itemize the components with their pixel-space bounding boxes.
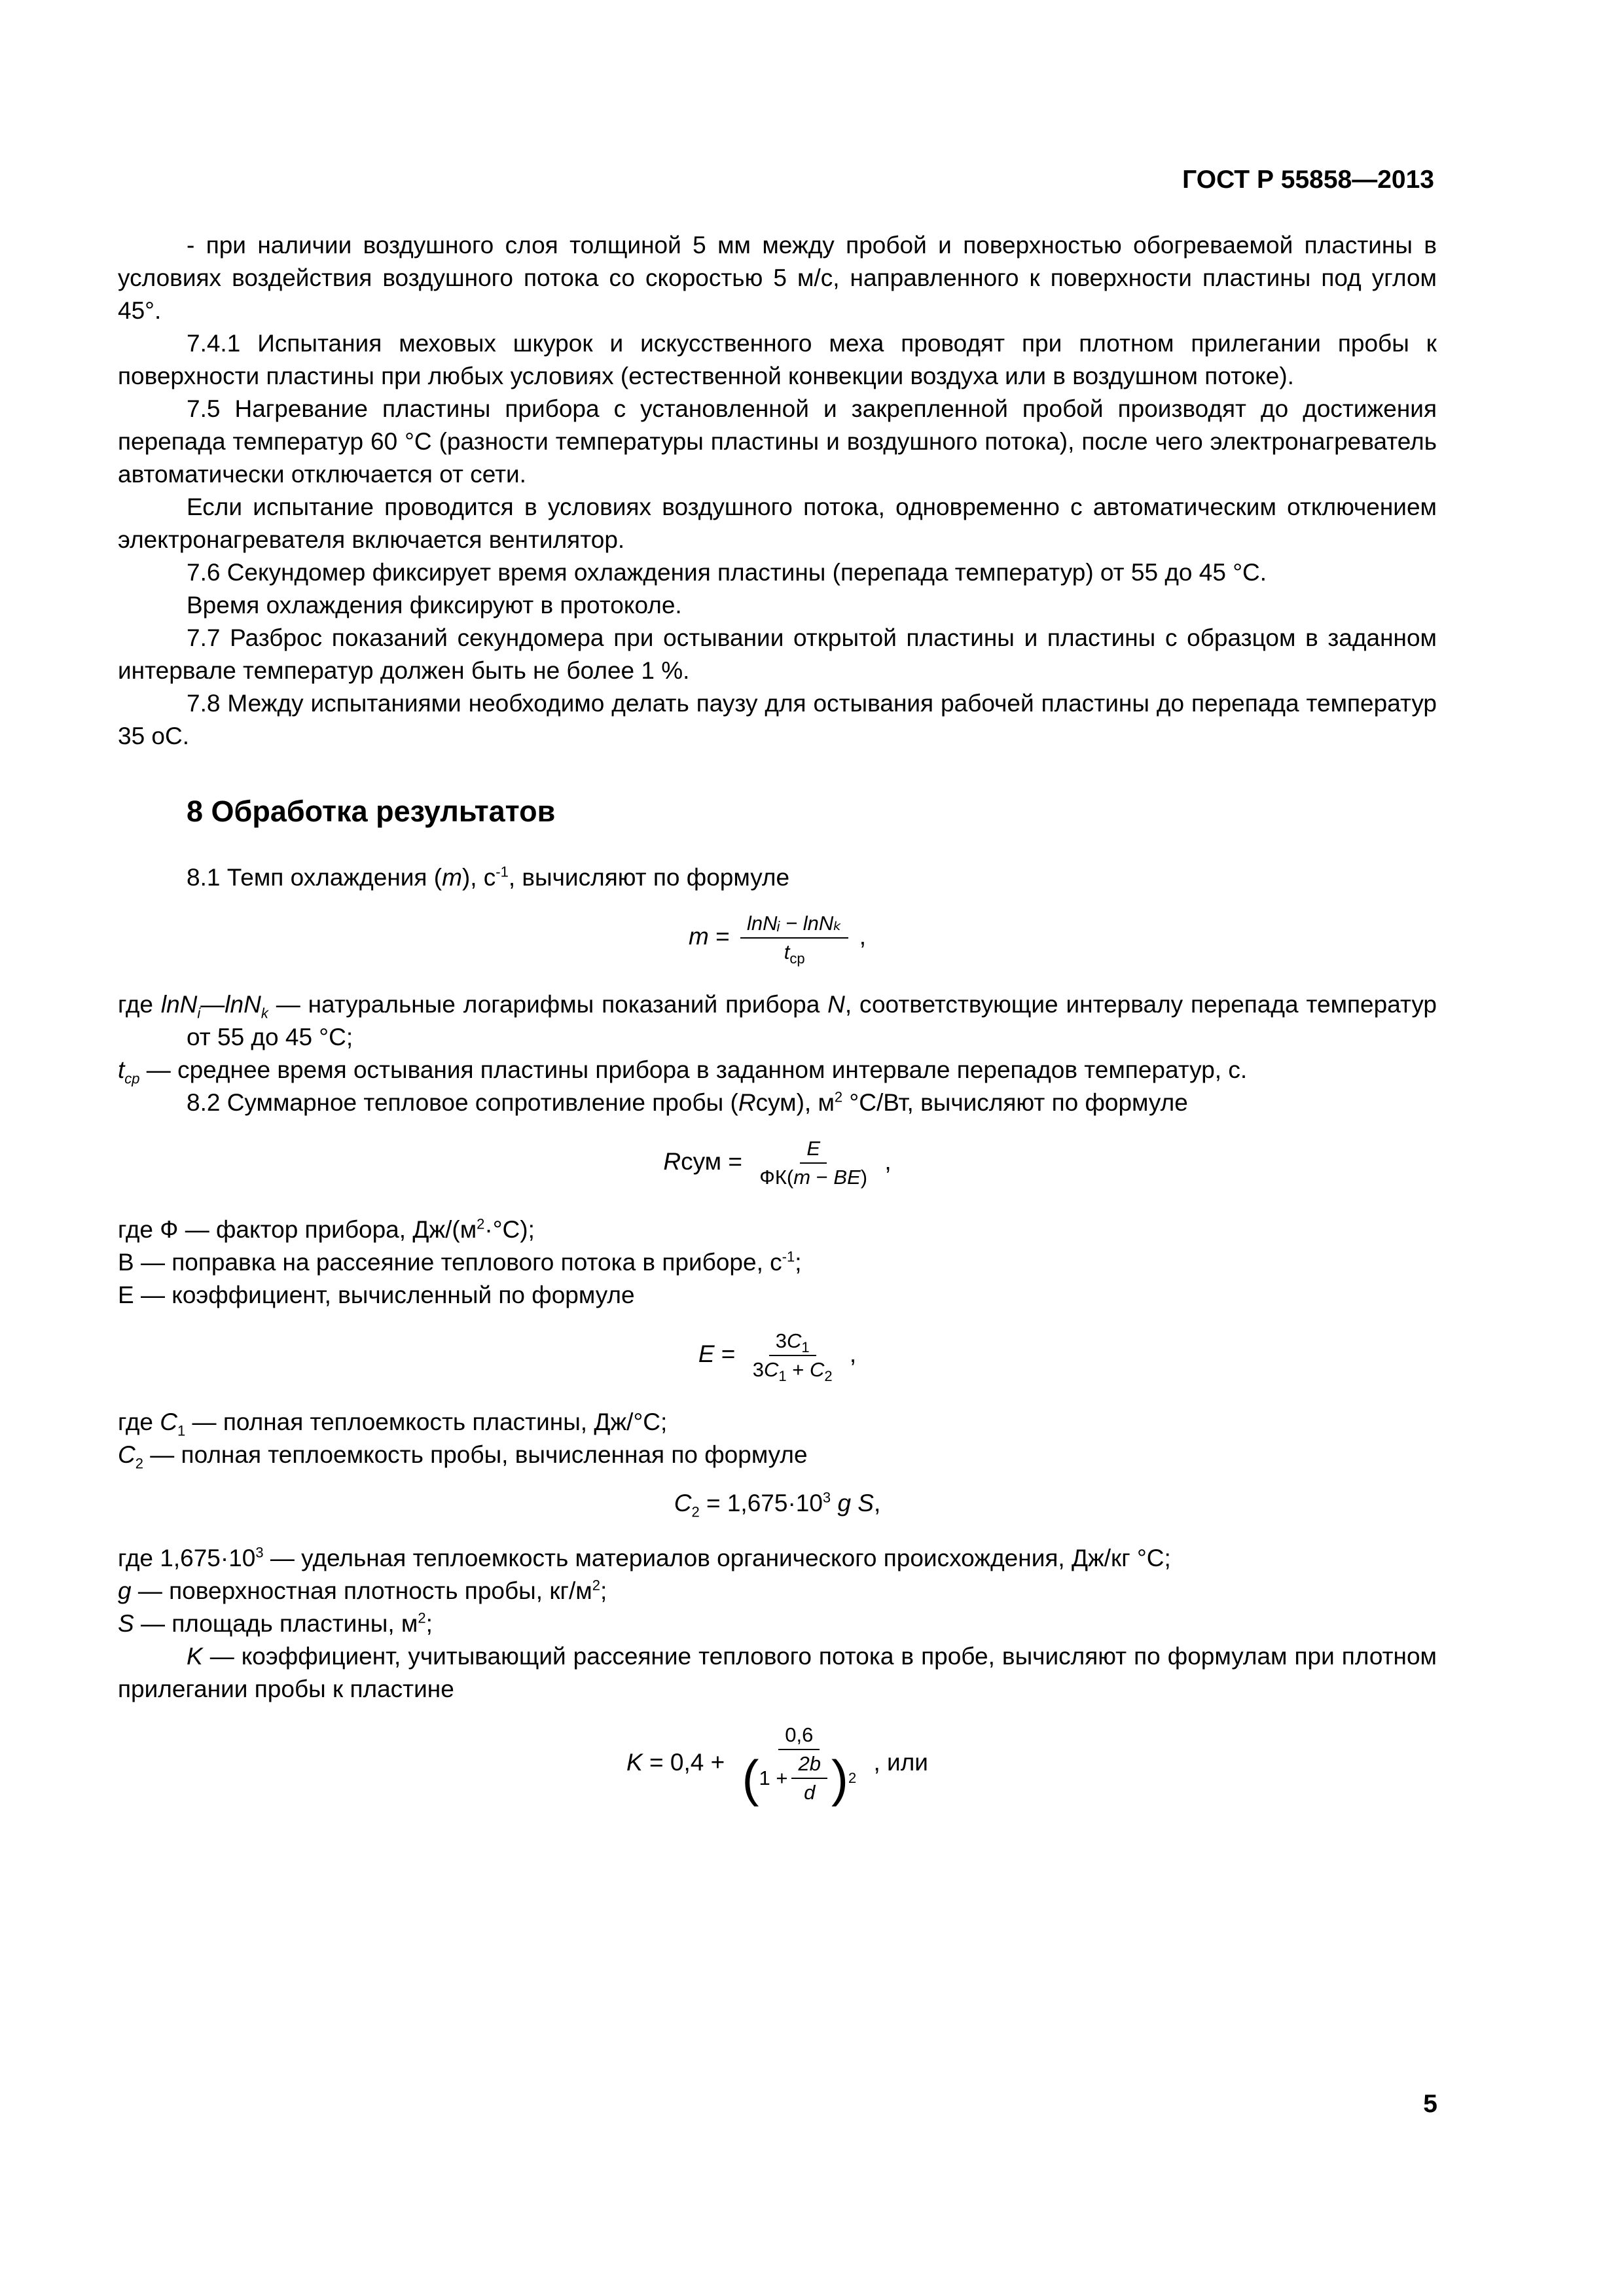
paragraph-8-2: 8.2 Суммарное тепловое сопротивление пробы (Rсум), $м^2$ °С/Вт, вычисляют по формуле [187, 1088, 1188, 1116]
paragraph: 7.7 Разброс показаний секундомера при остывании открытой пластины и пластины с образцом в заданном интервале температур должен быть не более 1 %. [118, 624, 1437, 684]
paragraph: 7.8 Между испытаниями необходимо делать паузу для остывания рабочей пластины до перепада температур 35 оС. [118, 690, 1437, 749]
fraction: $\frac{3C_1}{3C_1 + C_2}$ [746, 1327, 839, 1384]
formula-rsum: Rсум = $\frac{E}{ФК(m - BE)}$ , [118, 1135, 1437, 1191]
paragraph: Время охлаждения фиксируют в протоколе. [187, 592, 682, 619]
definition: В — поправка на рассеяние теплового потока в приборе, $с^{-1}$; [118, 1248, 802, 1276]
formula-k: K = 0,4 + 0,6 ( 1 + $\frac{2b}{d}$ ) 2 , или [118, 1721, 1437, 1806]
paragraph: 7.5 Нагревание пластины прибора с установленной и закрепленной пробой производят до достижения перепада температур 60 °С (разности температуры пластины и воздушного потока), после чего электронагреватель автоматически отключается от сети. [118, 395, 1437, 488]
definition: S — площадь пластины, $м^2$; [118, 1609, 433, 1637]
fraction: 0,6 ( 1 + $\frac{2b}{d}$ ) 2 [736, 1721, 863, 1806]
paragraph: - при наличии воздушного слоя толщиной 5 мм между пробой и поверхностью обогреваемой пластины в условиях воздействия воздушного потока со скоростью 5 м/с, направленного к поверхности пластины под углом 45°. [118, 232, 1437, 324]
page-number: 5 [1423, 2090, 1437, 2118]
formula-m: m = $\frac{\text{lnNᵢ − lnNₖ}}{t_{ср}}$ , [118, 910, 1437, 966]
paragraph: 7.4.1 Испытания меховых шкурок и искусственного меха проводят при плотном прилегании пробы к поверхности пластины при любых условиях (естественной конвекции воздуха или в воздушном потоке). [118, 330, 1437, 389]
definition: Е — коэффициент, вычисленный по формуле [118, 1282, 635, 1308]
formula-c2: $C_2 = 1,675\cdot 10^3$ g S, [674, 1489, 881, 1520]
document-header: ГОСТ Р 55858—2013 [1182, 166, 1434, 194]
definition: где lnN$_i$—lnN$_k$ — натуральные логарифмы показаний прибора N, соответствующие интервалу перепада температур от 55 до 45 °С; [118, 991, 1437, 1050]
paragraph-8-1: 8.1 Темп охлаждения (m), $с^{-1}$, вычисляют по формуле [187, 863, 790, 891]
paragraph: 7.6 Секундомер фиксирует время охлаждения пластины (перепада температур) от 55 до 45 °С. [187, 559, 1267, 586]
paragraph: Если испытание проводится в условиях воздушного потока, одновременно с автоматическим отключением электронагревателя включается вентилятор. [118, 493, 1437, 553]
fraction: $\frac{\text{lnNᵢ − lnNₖ}}{t_{ср}}$ [740, 910, 848, 966]
definition: K — коэффициент, учитывающий рассеяние теплового потока в пробе, вычисляют по формулам при плотном прилегании пробы к пластине [118, 1643, 1437, 1702]
definition: где Ф — фактор прибора, $Дж/(м^2\cdot^\circ С)$; [118, 1215, 535, 1243]
definition: где $С_1$ — полная теплоемкость пластины, Дж/°С; [118, 1408, 668, 1439]
fraction: $\frac{E}{ФК(m - BE)}$ [753, 1135, 874, 1191]
definition: где $1,675\cdot 10^3$ — удельная теплоемкость материалов органического происхождения, Дж/кг °С; [118, 1544, 1171, 1571]
inner-fraction: $\frac{2b}{d}$ [791, 1750, 827, 1806]
formula-e: E = $\frac{3C_1}{3C_1 + C_2}$ , [118, 1327, 1437, 1384]
definition: $С_2$ — полная теплоемкость пробы, вычисленная по формуле [118, 1441, 808, 1472]
definition: $t_{ср}$ — среднее время остывания пластины прибора в заданном интервале перепадов температур, с. [118, 1056, 1248, 1087]
document-body [118, 229, 1437, 1829]
section-title: 8 Обработка результатов [187, 795, 556, 828]
definition: g — поверхностная плотность пробы, $кг/м^2$; [118, 1577, 607, 1604]
